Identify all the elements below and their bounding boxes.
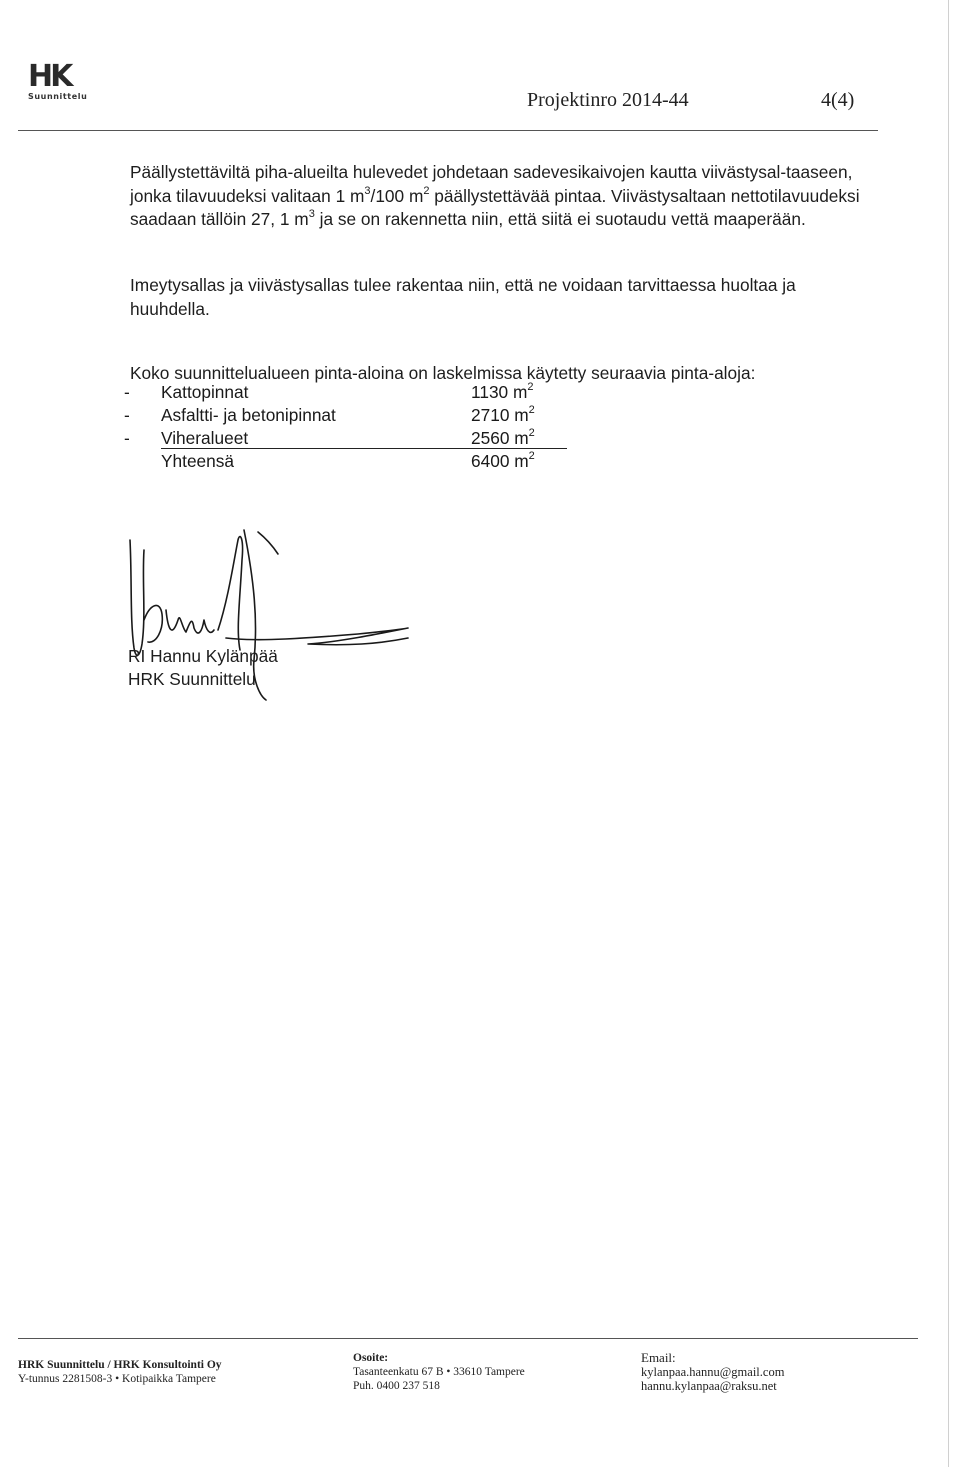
company-logo xyxy=(28,59,100,101)
area-value: 2560 $m^2$ xyxy=(471,427,535,448)
footer-email-2: hannu.kylanpaa@raksu.net xyxy=(641,1379,777,1393)
area-label: Kattopinnat xyxy=(161,382,249,402)
list-dash: - xyxy=(124,382,130,402)
total-label: Yhteensä xyxy=(161,451,235,471)
footer-email-1: kylanpaa.hannu@gmail.com xyxy=(641,1365,785,1379)
footer-email-info xyxy=(641,1351,784,1393)
area-label: Asfaltti- ja betonipinnat xyxy=(161,405,336,425)
page-edge-line xyxy=(948,0,949,1467)
area-row-paved xyxy=(124,404,564,427)
logo-subtitle: Suunnittelu xyxy=(28,92,88,101)
signatory-name: RI Hannu Kylänpää xyxy=(128,646,278,666)
area-row-roofs xyxy=(124,381,564,404)
area-label: Viheralueet xyxy=(161,428,249,448)
footer-business-id: Y-tunnus 2281508-3 • Kotipaikka Tampere xyxy=(18,1373,216,1385)
project-number: Projektinro 2014-44 xyxy=(527,89,689,111)
footer-company-info xyxy=(18,1358,222,1386)
list-dash: - xyxy=(124,405,130,425)
area-total-row xyxy=(124,450,564,473)
area-value: 1130 $m^2$ xyxy=(471,381,534,402)
handwritten-signature xyxy=(108,520,428,720)
paragraph-maintenance: Imeytysallas ja viivästysallas tulee rakentaa niin, että ne voidaan tarvittaessa huoltaa ja huuhdella. xyxy=(130,275,796,319)
paragraph-areas-intro: Koko suunnittelualueen pinta-aloina on laskelmissa käytetty seuraavia pinta-aloja: xyxy=(130,363,756,383)
footer-divider xyxy=(18,1338,918,1339)
paragraph-stormwater: Päällystettäviltä piha-alueilta hulevedet johdetaan sadevesikaivojen kautta viivästysal-taaseen, jonka tilavuudeksi valitaan 1 $m^3/100$ $m^2$ päällystettävää pintaa. Viivästysaltaan nettotilavuudeksi saadaan tällöin 27, 1 $m^3$ ja se on rakennetta niin, että siitä ei suotaudu vettä maaperään. xyxy=(130,162,860,230)
logo-mark: HK xyxy=(28,59,71,94)
footer-company-name: HRK Suunnittelu / HRK Konsultointi Oy xyxy=(18,1359,222,1371)
footer-phone: Puh. 0400 237 518 xyxy=(353,1380,440,1392)
footer-address-label: Osoite: xyxy=(353,1352,389,1364)
total-value: 6400 $m^2$ xyxy=(471,450,535,471)
list-dash: - xyxy=(124,428,130,448)
signatory-company: HRK Suunnittelu xyxy=(128,669,256,689)
area-list xyxy=(124,381,564,450)
area-value: 2710 $m^2$ xyxy=(471,404,535,425)
footer-address-info xyxy=(353,1351,525,1393)
page-indicator: 4(4) xyxy=(821,89,855,111)
footer-email-label: Email: xyxy=(641,1350,676,1365)
area-row-green xyxy=(124,427,564,450)
header-divider xyxy=(18,130,878,131)
sum-underline xyxy=(161,448,567,449)
footer-address: Tasanteenkatu 67 B • 33610 Tampere xyxy=(353,1366,525,1378)
